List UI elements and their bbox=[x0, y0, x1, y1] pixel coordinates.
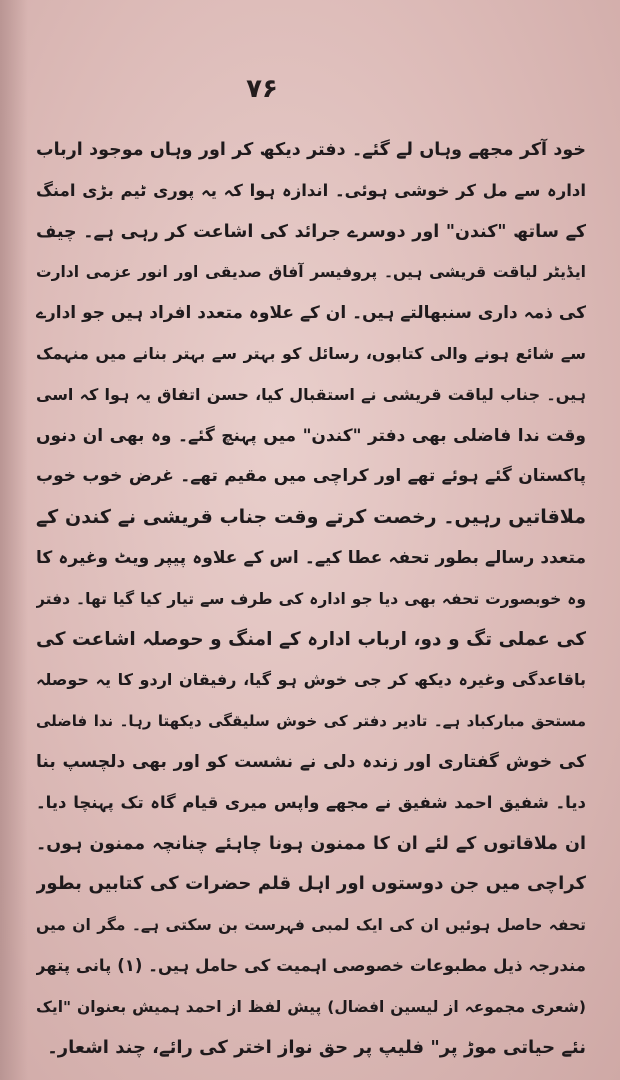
text-line: (شعری مجموعہ از لیسین افضال) پیش لفظ از احمد ہمیش بعنوان "ایک bbox=[36, 997, 586, 1016]
text-line: وقت ندا فاضلی بھی دفتر "کندن" میں پہنچ گئے۔ وہ بھی ان دنوں bbox=[36, 425, 586, 446]
page-number: ۷۶ bbox=[246, 74, 278, 104]
text-line: کی ذمہ داری سنبھالتے ہیں۔ ان کے علاوہ متعدد افراد ہیں جو ادارے bbox=[36, 303, 586, 324]
text-line: کراچی میں جن دوستوں اور اہل قلم حضرات کی کتابیں بطور bbox=[36, 873, 586, 895]
text-line: سے شائع ہونے والی کتابوں، رسائل کو بہتر سے بہتر بنانے میں منہمک bbox=[36, 343, 586, 363]
text-line: دیا۔ شفیق احمد شفیق نے مجھے واپس میری قیام گاہ تک پہنچا دیا۔ bbox=[36, 792, 586, 812]
text-line: ان ملاقاتوں کے لئے ان کا ممنون ہونا چاہئے چنانچہ ممنون ہوں۔ bbox=[36, 833, 586, 854]
text-line: کی عملی تگ و دو، ارباب ادارہ کے امنگ و حوصلہ اشاعت کی bbox=[36, 628, 586, 650]
text-line: تحفہ حاصل ہوئیں ان کی ایک لمبی فہرست بن سکتی ہے۔ مگر ان میں bbox=[36, 916, 586, 935]
text-line: مندرجہ ذیل مطبوعات خصوصی اہمیت کی حامل ہیں۔ (۱) پانی پتھر bbox=[36, 955, 586, 975]
page-edge-shadow bbox=[0, 0, 28, 1080]
text-line: خود آکر مجھے وہاں لے گئے۔ دفتر دیکھ کر اور وہاں موجود ارباب bbox=[36, 140, 586, 160]
body-text bbox=[36, 130, 586, 1068]
text-line: ادارہ سے مل کر خوشی ہوئی۔ اندازہ ہوا کہ یہ پوری ٹیم بڑی امنگ bbox=[36, 180, 586, 200]
text-line: ہیں۔ جناب لیاقت قریشی نے استقبال کیا، حسن اتفاق یہ ہوا کہ اسی bbox=[36, 384, 586, 404]
text-line: کی خوش گفتاری اور زندہ دلی نے نشست کو اور بھی دلچسپ بنا bbox=[36, 751, 586, 772]
text-line: پاکستان گئے ہوئے تھے اور کراچی میں مقیم تھے۔ غرض خوب خوب bbox=[36, 466, 586, 487]
text-line: وہ خوبصورت تحفہ بھی دیا جو ادارہ کی طرف سے تیار کیا گیا تھا۔ دفتر bbox=[36, 589, 586, 608]
text-line: باقاعدگی وغیرہ دیکھ کر جی خوش ہو گیا، رفیقان اردو کا یہ حوصلہ bbox=[36, 670, 586, 690]
text-line: متعدد رسالے بطور تحفہ عطا کیے۔ اس کے علاوہ پیپر ویٹ وغیرہ کا bbox=[36, 547, 586, 568]
text-line: نئے حیاتی موڑ پر" فلیپ پر حق نواز اختر کی رائے، چند اشعار۔ bbox=[47, 1036, 586, 1058]
text-line: کے ساتھ "کندن" اور دوسرے جرائد کی اشاعت کر رہی ہے۔ چیف bbox=[36, 221, 586, 242]
text-line: مستحق مبارکباد ہے۔ تادیر دفتر کی خوش سلیقگی دیکھتا رہا۔ ندا فاضلی bbox=[36, 712, 586, 731]
text-line: ایڈیٹر لیاقت قریشی ہیں۔ پروفیسر آفاق صدیقی اور انور عزمی ادارت bbox=[36, 263, 586, 282]
text-line: ملاقاتیں رہیں۔ رخصت کرتے وقت جناب قریشی نے کندن کے bbox=[36, 506, 586, 529]
